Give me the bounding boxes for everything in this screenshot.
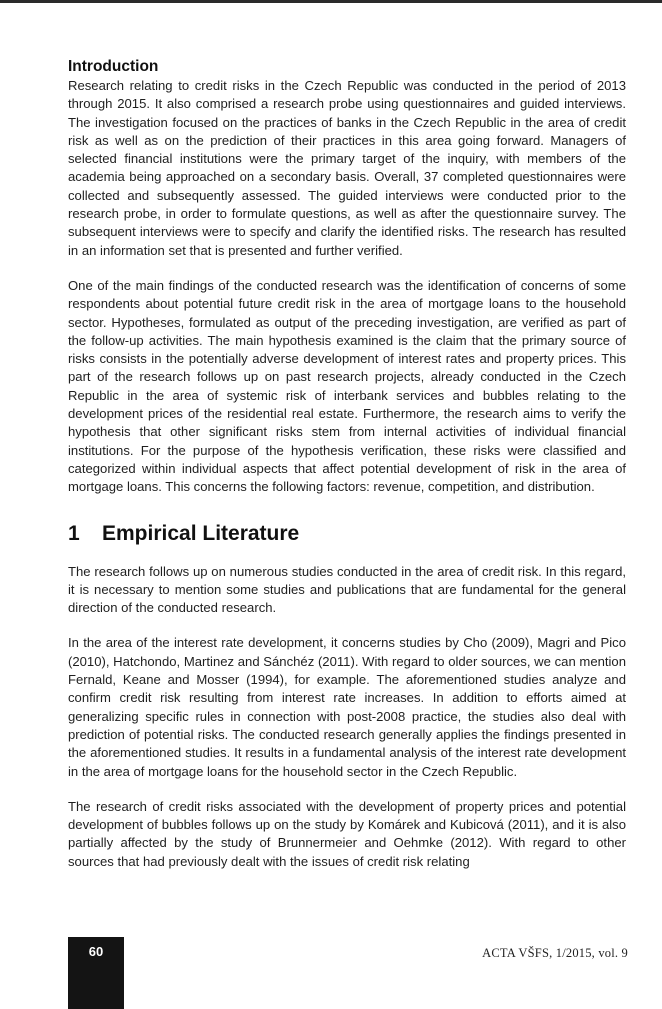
section-paragraph-3: The research of credit risks associated with the development of property prices and potential development of bubbles follows up on the study by Komárek and Kubicová (2011), and it is also partially affected by the study of Brunnermeier and Oehmke (2012). With regard to other sources that had previously dealt with the issues of credit risk relating xyxy=(68,798,626,869)
page-number: 60 xyxy=(88,944,104,959)
top-border-rule xyxy=(0,0,662,3)
introduction-paragraph-2: One of the main findings of the conducted research was the identification of concerns of some respondents about potential future credit risk in the area of mortgage loans to the household sector. Hypotheses, formulated as output of the preceding investigation, are verified as part of the follow-up activities. The main hypothesis examined is the claim that the primary source of risks consists in the potentially adverse development of interest rates and property prices. This part of the research follows up on past research projects, already conducted in the Czech Republic in the area of systemic risk of interbank services and bubbles relating to the development prices of the residential real estate. Furthermore, the research aims to verify the hypothesis that other significant risks stem from internal activities of individual financial institutions. For the purpose of the hypothesis verification, these risks were classified and categorized within individual aspects that affect potential development of risk in the area of mortgage loans. This concerns the following factors: revenue, competition, and distribution. xyxy=(68,277,626,495)
journal-reference: ACTA VŠFS, 1/2015, vol. 9 xyxy=(482,946,628,960)
section-paragraph-2: In the area of the interest rate development, it concerns studies by Cho (2009), Magri and Pico (2010), Hatchondo, Martinez and Sánchéz (2011). With regard to older sources, we can mention Fernald, Keane and Mosser (1994), for example. The aforementioned studies analyze and confirm credit risk resulting from interest rate increases. In addition to efforts aimed at generalizing specific rules in connection with post-2008 practice, the studies also deal with prediction of potential risks. The conducted research generally applies the findings presented in the aforementioned studies. It results in a fundamental analysis of the interest rate development in the area of mortgage loans for the household sector in the Czech Republic. xyxy=(68,635,626,779)
section-title: Empirical Literature xyxy=(102,521,300,545)
introduction-heading: Introduction xyxy=(68,58,159,75)
section-heading xyxy=(68,521,626,547)
section-number: 1 xyxy=(68,521,80,545)
section-paragraph-1: The research follows up on numerous studies conducted in the area of credit risk. In this regard, it is necessary to mention some studies and publications that are fundamental for the general direction of the conducted research. xyxy=(68,563,626,616)
introduction-paragraph-1: Research relating to credit risks in the Czech Republic was conducted in the period of 2013 through 2015. It also comprised a research probe using questionnaires and guided interviews. The investigation focused on the practices of banks in the Czech Republic in the area of credit risk as well as on the prediction of their practices in this area going forward. Managers of selected financial institutions were the primary target of the inquiry, with members of the academia being approached on a secondary basis. Overall, 37 completed questionnaires were collected and subsequently assessed. The guided interviews were conducted prior to the research probe, in order to formulate questions, as well as after the questionnaire survey. The subsequent interviews were to specify and clarify the identified risks. The research has resulted in an information set that is presented and further verified. xyxy=(68,78,626,258)
page-body xyxy=(68,57,626,871)
